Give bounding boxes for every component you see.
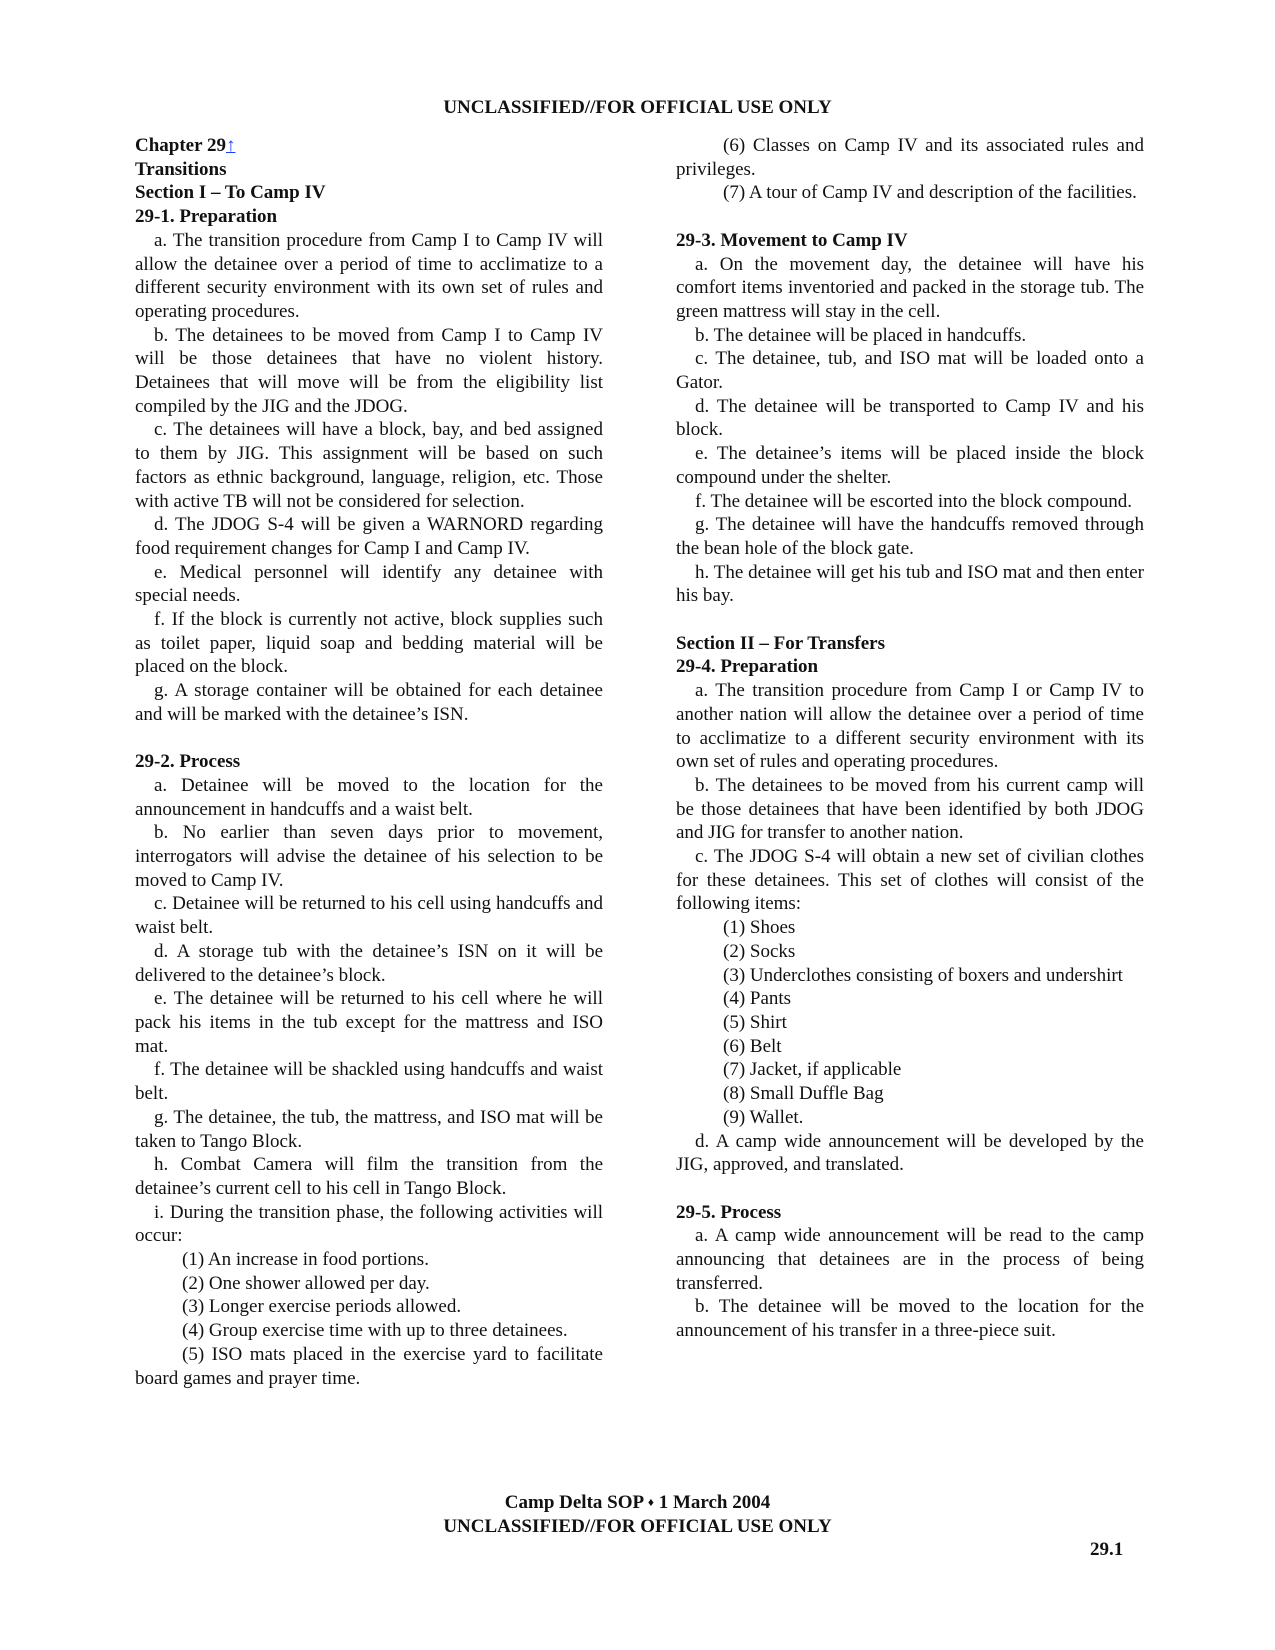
paragraph-29-1-c: c. The detainees will have a block, bay, and bed assigned to them by JIG. This assignment will be based on such factors as ethnic background, language, religion, etc. Those with active TB will not be considered for selection. xyxy=(135,419,603,512)
paragraph-29-3-h: h. The detainee will get his tub and ISO mat and then enter his bay. xyxy=(676,561,1144,607)
paragraph-29-2-g: g. The detainee, the tub, the mattress, and ISO mat will be taken to Tango Block. xyxy=(135,1106,603,1152)
footer xyxy=(0,1490,1275,1539)
back-to-top-link[interactable]: ↑ xyxy=(225,135,236,156)
heading-29-4: 29-4. Preparation xyxy=(676,656,819,678)
list-item: (8) Small Duffle Bag xyxy=(723,1083,884,1105)
list-item: (7) A tour of Camp IV and description of the facilities. xyxy=(723,182,1137,204)
chapter-heading xyxy=(135,134,603,158)
heading-29-5: 29-5. Process xyxy=(676,1201,782,1223)
spacer xyxy=(135,727,603,751)
paragraph-29-3-f: f. The detainee will be escorted into the block compound. xyxy=(695,490,1133,512)
list-item: (3) Longer exercise periods allowed. xyxy=(182,1296,462,1318)
paragraph-29-1-f: f. If the block is currently not active, block supplies such as toilet paper, liquid soap and bedding material will be placed on the block. xyxy=(135,609,603,678)
paragraph-29-2-e: e. The detainee will be returned to his cell where he will pack his items in the tub except for the mattress and ISO mat. xyxy=(135,988,603,1057)
list-item: (5) Shirt xyxy=(723,1011,787,1033)
list-item: (4) Group exercise time with up to three detainees. xyxy=(182,1320,568,1342)
paragraph-29-2-d: d. A storage tub with the detainee’s ISN on it will be delivered to the detainee’s block. xyxy=(135,940,603,986)
spacer xyxy=(676,608,1144,632)
paragraph-29-2-c: c. Detainee will be returned to his cell using handcuffs and waist belt. xyxy=(135,893,603,939)
list-item: (3) Underclothes consisting of boxers and undershirt xyxy=(723,964,1123,986)
paragraph-29-3-b: b. The detainee will be placed in handcuffs. xyxy=(695,324,1027,346)
list-item: (4) Pants xyxy=(723,988,792,1010)
list-item: (1) Shoes xyxy=(723,917,796,939)
list-item: (6) Belt xyxy=(723,1035,782,1057)
paragraph-29-4-c: c. The JDOG S-4 will obtain a new set of civilian clothes for these detainees. This set of clothes will consist of the following items: xyxy=(676,846,1144,915)
paragraph-29-1-e: e. Medical personnel will identify any detainee with special needs. xyxy=(135,561,603,607)
list-item: (2) Socks xyxy=(723,940,796,962)
right-column xyxy=(676,134,1144,1343)
footer-date: 1 March 2004 xyxy=(658,1492,771,1513)
heading-29-2: 29-2. Process xyxy=(135,751,241,773)
header-classification: UNCLASSIFIED//FOR OFFICIAL USE ONLY xyxy=(443,97,832,118)
footer-doc-line xyxy=(0,1490,1275,1515)
paragraph-29-2-a: a. Detainee will be moved to the location for the announcement in handcuffs and a waist belt. xyxy=(135,774,603,820)
spacer xyxy=(676,1177,1144,1201)
paragraph-29-1-g: g. A storage container will be obtained for each detainee and will be marked with the detainee’s ISN. xyxy=(135,680,603,725)
chapter-label: Chapter 29 xyxy=(135,135,226,156)
diamond-separator-icon: ♦ xyxy=(647,1495,654,1509)
paragraph-29-2-i: i. During the transition phase, the following activities will occur: xyxy=(135,1201,603,1247)
heading-29-1: 29-1. Preparation xyxy=(135,206,278,228)
paragraph-29-4-b: b. The detainees to be moved from his current camp will be those detainees that have been identified by both JDOG and JIG for transfer to another nation. xyxy=(676,774,1144,844)
chapter-title: Transitions xyxy=(135,158,227,180)
paragraph-29-1-d: d. The JDOG S-4 will be given a WARNORD regarding food requirement changes for Camp I and Camp IV. xyxy=(135,514,603,559)
paragraph-29-2-b: b. No earlier than seven days prior to movement, interrogators will advise the detainee of his selection to be moved to Camp IV. xyxy=(135,822,603,891)
paragraph-29-1-a: a. The transition procedure from Camp I to Camp IV will allow the detainee over a period of time to acclimatize to a different security environment with its own set of rules and operating procedures. xyxy=(135,229,603,322)
paragraph-29-3-c: c. The detainee, tub, and ISO mat will be loaded onto a Gator. xyxy=(676,348,1144,394)
paragraph-29-3-g: g. The detainee will have the handcuffs removed through the bean hole of the block gate. xyxy=(676,514,1144,559)
paragraph-29-5-b: b. The detainee will be moved to the location for the announcement of his transfer in a three-piece suit. xyxy=(676,1296,1144,1342)
footer-doc-name: Camp Delta SOP xyxy=(504,1492,644,1513)
paragraph-29-2-h: h. Combat Camera will film the transition from the detainee’s current cell to his cell in Tango Block. xyxy=(135,1154,603,1199)
paragraph-29-3-a: a. On the movement day, the detainee will have his comfort items inventoried and packed in the storage tub. The green mattress will stay in the cell. xyxy=(676,253,1144,322)
spacer xyxy=(676,205,1144,229)
heading-29-3: 29-3. Movement to Camp IV xyxy=(676,229,908,251)
page-number: 29.1 xyxy=(1090,1539,1124,1560)
paragraph-29-3-d: d. The detainee will be transported to Camp IV and his block. xyxy=(676,395,1144,441)
paragraph-29-3-e: e. The detainee’s items will be placed inside the block compound under the shelter. xyxy=(676,443,1144,488)
paragraph-29-4-a: a. The transition procedure from Camp I or Camp IV to another nation will allow the detainee over a period of time to acclimatize to a different security environment with its own set of rules and operating procedures. xyxy=(676,680,1144,773)
list-item: (7) Jacket, if applicable xyxy=(723,1059,902,1081)
paragraph-29-4-d: d. A camp wide announcement will be developed by the JIG, approved, and translated. xyxy=(676,1130,1144,1176)
left-column xyxy=(135,134,603,1390)
paragraph-29-2-f: f. The detainee will be shackled using handcuffs and waist belt. xyxy=(135,1059,603,1105)
list-item: (9) Wallet. xyxy=(723,1106,804,1128)
footer-classification: UNCLASSIFIED//FOR OFFICIAL USE ONLY xyxy=(443,1516,832,1537)
list-item: (6) Classes on Camp IV and its associated rules and privileges. xyxy=(676,135,1144,180)
list-item: (2) One shower allowed per day. xyxy=(182,1272,430,1294)
section-2-title: Section II – For Transfers xyxy=(676,632,885,654)
paragraph-29-5-a: a. A camp wide announcement will be read to the camp announcing that detainees are in the process of being transferred. xyxy=(676,1225,1144,1294)
paragraph-29-1-b: b. The detainees to be moved from Camp I to Camp IV will be those detainees that have no violent history. Detainees that will move will be from the eligibility list compiled by the JIG and the JDOG. xyxy=(135,324,603,417)
section-1-title: Section I – To Camp IV xyxy=(135,182,326,204)
list-item: (5) ISO mats placed in the exercise yard to facilitate board games and prayer time. xyxy=(135,1343,603,1389)
list-item: (1) An increase in food portions. xyxy=(182,1249,429,1271)
